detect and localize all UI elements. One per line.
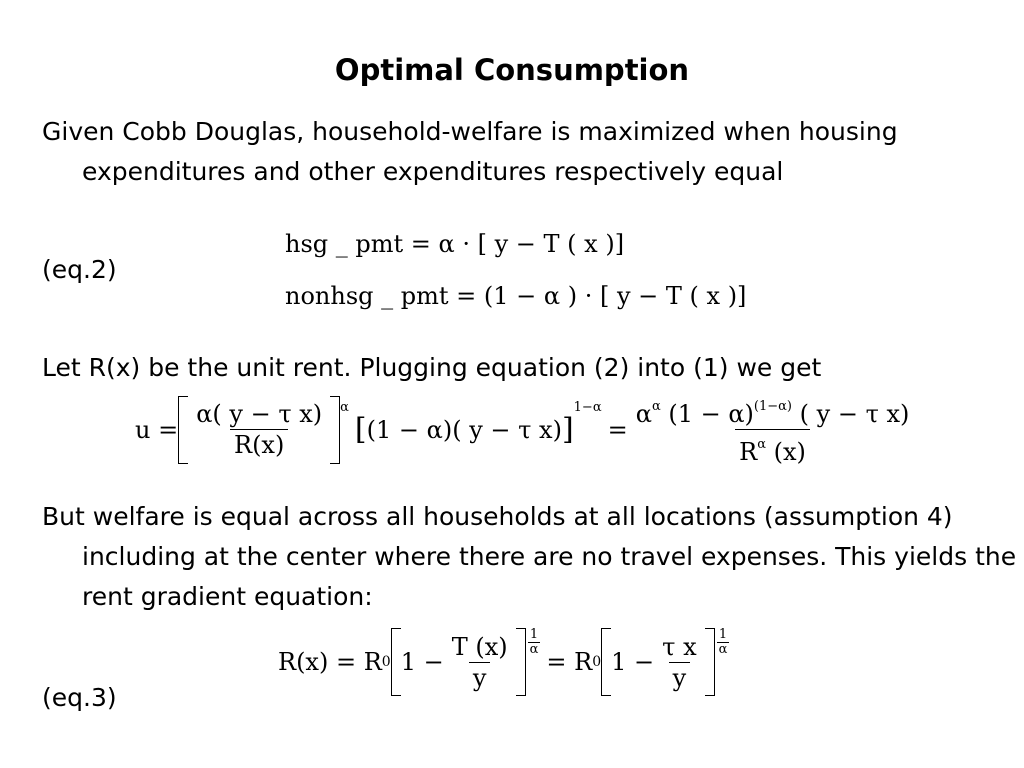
subscript-zero: 0 bbox=[381, 654, 391, 670]
exponent: 1−α bbox=[573, 400, 602, 415]
bracket-left bbox=[601, 628, 611, 696]
equation-rent-gradient bbox=[278, 628, 729, 696]
eq2-label: (eq.2) bbox=[42, 255, 117, 284]
eq3-lhs: R(x) = R bbox=[278, 648, 382, 676]
fraction-numerator: α( y − τ x) bbox=[196, 400, 323, 428]
fraction-numerator: $\alpha^\alpha$ $(1 - \alpha)^{(1-\alpha)}$ ( y − τ x) bbox=[635, 399, 910, 428]
equation-housing-payment: hsg _ pmt = α · [ y − T ( x )] bbox=[285, 230, 625, 258]
fraction-denominator: y bbox=[669, 662, 691, 693]
fraction-denominator: R(x) bbox=[230, 429, 288, 460]
welfare-paragraph: But welfare is equal across all households at all locations (assumption 4) including at the center where there are no travel expenses. This yields the rent gradient equation: bbox=[42, 502, 1017, 611]
plug-paragraph: Let R(x) be the unit rent. Plugging equation (2) into (1) we get bbox=[42, 353, 822, 382]
bracket-right bbox=[705, 628, 715, 696]
eq3-rhs: = R bbox=[546, 648, 593, 676]
one-minus: 1 − bbox=[611, 648, 655, 676]
bracket-right bbox=[516, 628, 526, 696]
exponent-fraction: 1 α bbox=[529, 627, 539, 657]
bracket-open: [ bbox=[354, 411, 367, 447]
one-minus: 1 − bbox=[400, 648, 444, 676]
fraction bbox=[658, 632, 700, 693]
bracket-left bbox=[391, 628, 401, 696]
eq-u-lhs: u = bbox=[135, 415, 179, 444]
fraction-denominator: y bbox=[469, 662, 491, 693]
eq-u-equals: = bbox=[607, 415, 628, 444]
slide-title: Optimal Consumption bbox=[334, 53, 690, 87]
fraction-numerator: τ x bbox=[662, 632, 697, 661]
eq-u-middle: (1 − α)( y − τ x) bbox=[366, 415, 562, 444]
fraction bbox=[192, 399, 326, 460]
bracket-close: ] bbox=[561, 411, 574, 447]
equation-utility bbox=[135, 392, 917, 467]
exponent: α bbox=[340, 400, 349, 415]
bracket-right bbox=[330, 396, 340, 464]
bracket-left bbox=[178, 396, 188, 464]
exponent-fraction: 1 α bbox=[718, 627, 728, 657]
fraction bbox=[448, 632, 512, 693]
intro-paragraph: Given Cobb Douglas, household-welfare is maximized when housing expenditures and other expenditures respectively equal bbox=[42, 117, 898, 186]
fraction-denominator: $R^\alpha$ (x) bbox=[735, 429, 810, 467]
eq3-label: (eq.3) bbox=[42, 683, 117, 712]
fraction bbox=[632, 392, 914, 467]
subscript-zero: 0 bbox=[592, 654, 602, 670]
equation-nonhousing-payment: nonhsg _ pmt = (1 − α ) · [ y − T ( x )] bbox=[285, 282, 747, 310]
fraction-numerator: T (x) bbox=[451, 632, 508, 661]
